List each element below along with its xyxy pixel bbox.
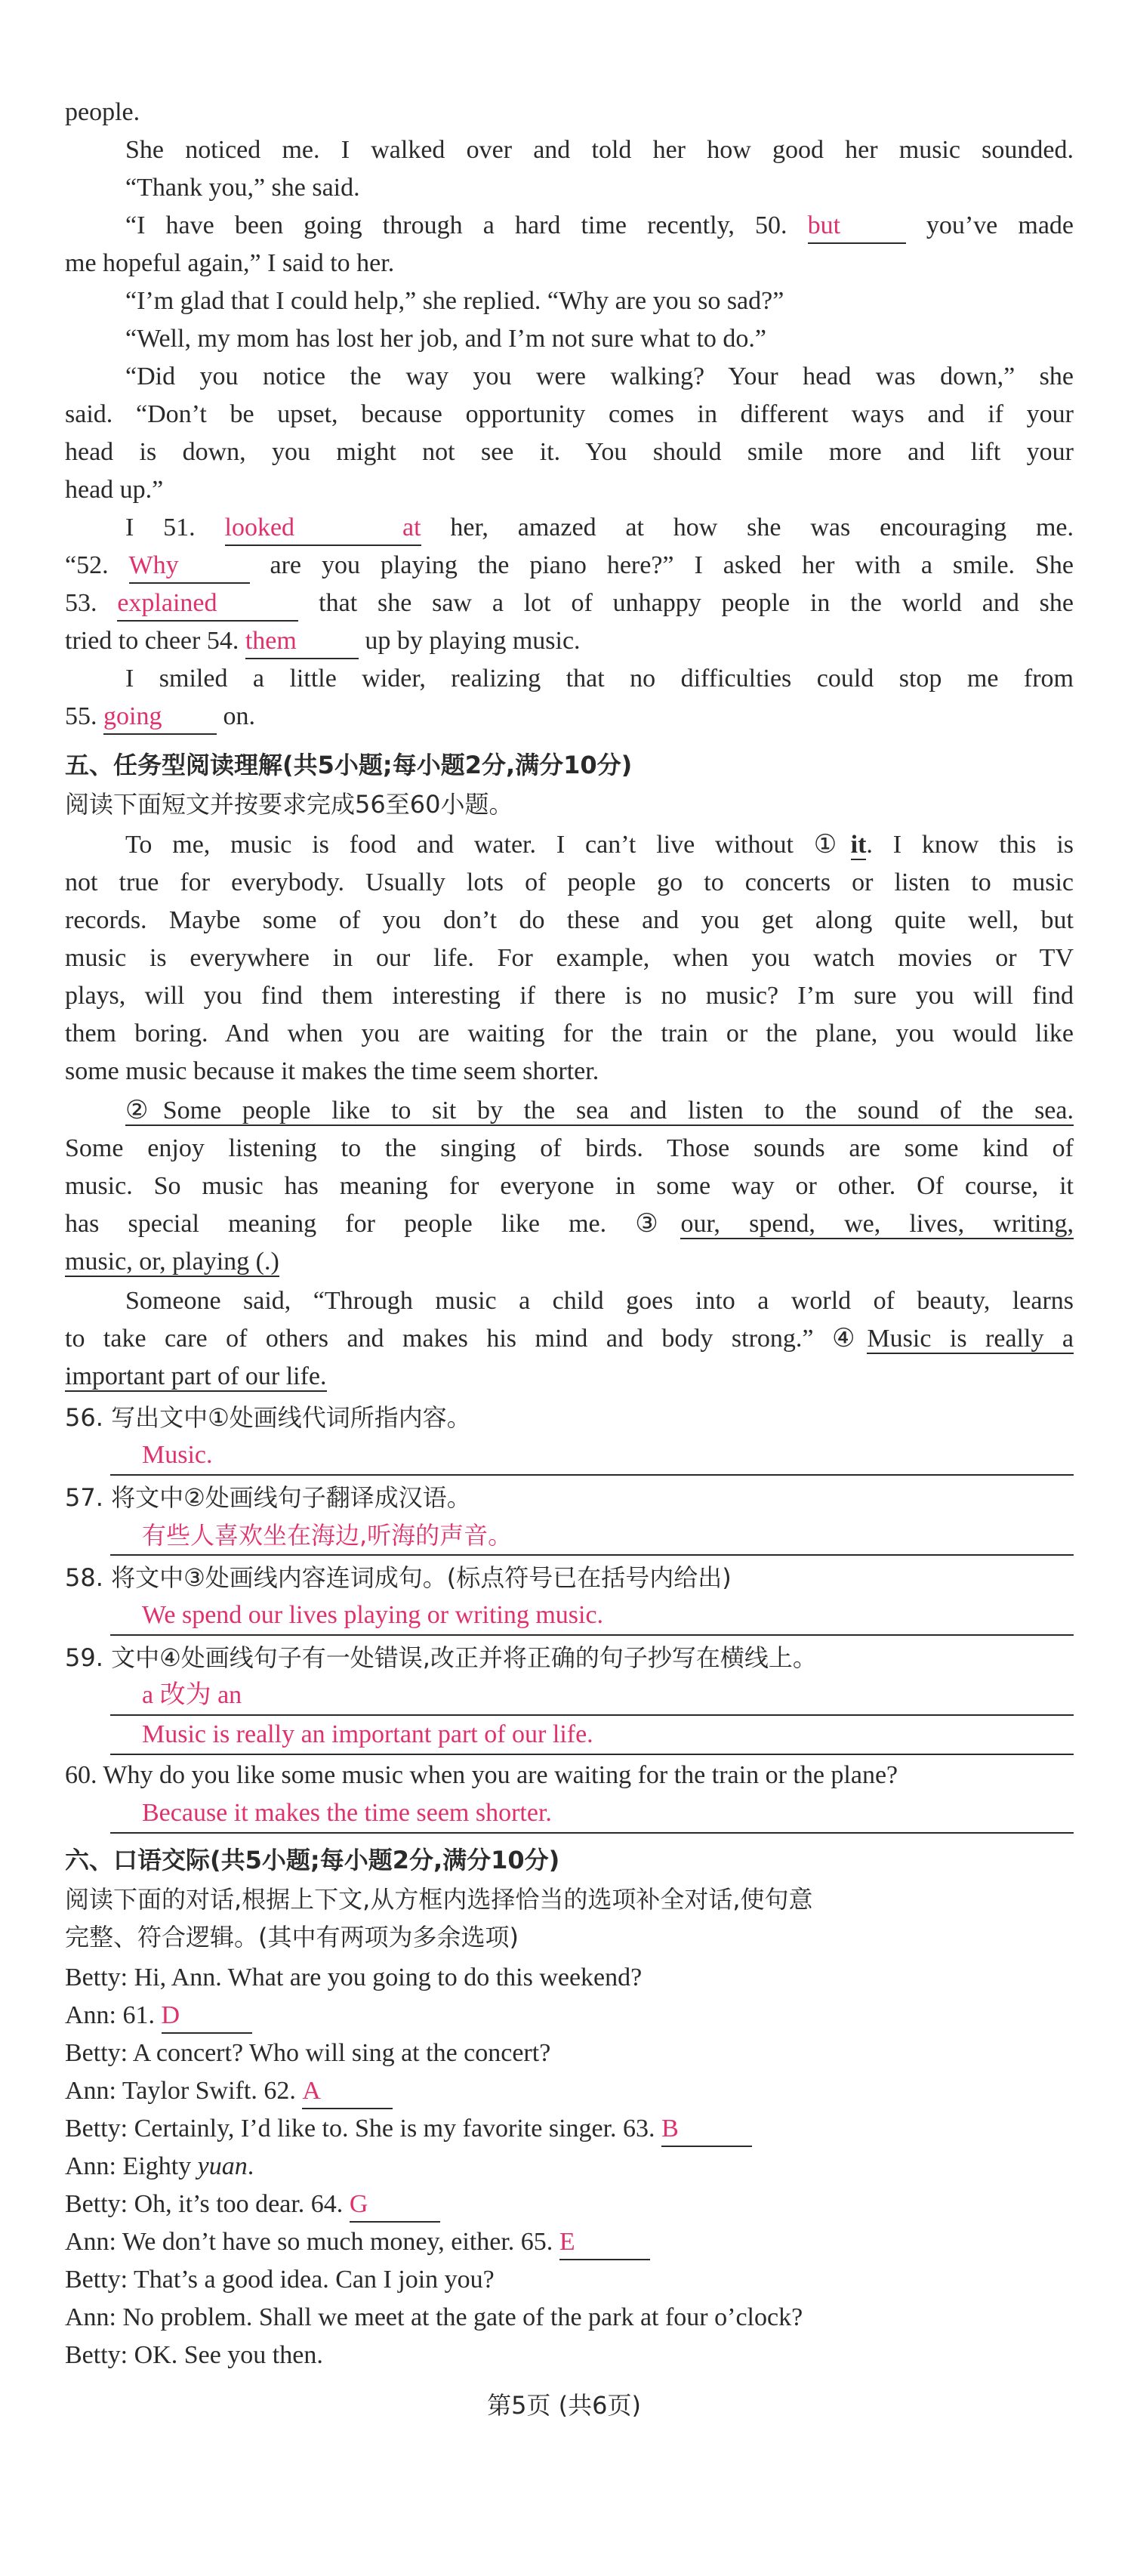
question-60: 60. Why do you like some music when you are waiting for the train or the plane?	[65, 1761, 898, 1789]
passage-line: plays, will you find them interesting if there is no music? I’m sure you will find	[65, 982, 1074, 1010]
underlined-pronoun: it	[850, 831, 867, 859]
answer-line-59b	[110, 1716, 1074, 1755]
answer-blank-64: G	[350, 2189, 440, 2223]
answer-blank-65: E	[559, 2227, 650, 2260]
story-text: on.	[223, 702, 255, 730]
answer-line-60	[110, 1794, 1074, 1834]
dialogue-line	[65, 2072, 1074, 2110]
story-line	[65, 698, 1074, 736]
story-line	[65, 547, 1074, 585]
answer-text: We spend our lives playing or writing music.	[142, 1601, 604, 1629]
underlined-words: music, or, playing (.)	[65, 1248, 279, 1276]
dialogue-line: Betty: OK. See you then.	[65, 2341, 323, 2369]
passage-line: not true for everybody. Usually lots of people go to concerts or listen to music	[65, 868, 1074, 896]
answer-line-56	[110, 1436, 1074, 1476]
section5-heading: 五、任务型阅读理解(共5小题;每小题2分,满分10分)	[65, 751, 633, 779]
answer-line-58	[110, 1597, 1074, 1636]
answer-blank-51: looked at	[225, 513, 421, 546]
dialogue-text: .	[247, 2152, 254, 2180]
story-line: said. “Don’t be upset, because opportunity comes in different ways and if your	[65, 400, 1074, 428]
underlined-sentence: important part of our life.	[65, 1362, 327, 1390]
dialogue-line: Ann: No problem. Shall we meet at the gate of the park at four o’clock?	[65, 2303, 803, 2331]
dialogue-line	[65, 2186, 1074, 2223]
answer-blank-52: Why	[129, 551, 250, 584]
section6-instruction: 完整、符合逻辑。(其中有两项为多余选项)	[65, 1923, 519, 1951]
answer-blank-55: going	[103, 702, 217, 735]
answer-text: a 改为 an	[142, 1681, 242, 1709]
passage-line	[65, 1205, 1074, 1243]
story-line	[65, 622, 1074, 660]
passage-line: music is everywhere in our life. For example, when you watch movies or TV	[65, 944, 1074, 972]
passage-line: Some enjoy listening to the singing of birds. Those sounds are some kind of	[65, 1134, 1074, 1162]
passage-line: them boring. And when you are waiting for the train or the plane, you would like	[65, 1020, 1074, 1047]
answer-line-59a	[110, 1677, 1074, 1716]
story-line: “Thank you,” she said.	[125, 174, 360, 202]
story-text: 53.	[65, 589, 97, 617]
passage-text: . I know this is	[866, 831, 1074, 859]
story-line: me hopeful again,” I said to her.	[65, 249, 395, 277]
passage-text: to take care of others and makes his mind and body strong.” ④	[65, 1325, 868, 1353]
dialogue-line	[65, 2223, 1074, 2261]
passage-line	[65, 1092, 1074, 1130]
answer-blank-62: A	[302, 2076, 393, 2109]
answer-blank-53: explained	[117, 588, 298, 622]
passage-text: To me, music is food and water. I can’t live without ①	[125, 831, 851, 859]
section6-instruction: 阅读下面的对话,根据上下文,从方框内选择恰当的选项补全对话,使句意	[65, 1885, 813, 1914]
question-59: 59. 文中④处画线句子有一处错误,改正并将正确的句子抄写在横线上。	[65, 1643, 817, 1672]
story-text: are you playing the piano here?” I asked her with a smile. She	[270, 551, 1074, 579]
story-line: “I’m glad that I could help,” she replied. “Why are you so sad?”	[125, 287, 784, 315]
dialogue-text: Ann: Eighty	[65, 2152, 198, 2180]
passage-line	[65, 1320, 1074, 1358]
story-line: people.	[65, 98, 140, 126]
answer-blank-61: D	[162, 2001, 252, 2034]
answer-text: Music is really an important part of our life.	[142, 1720, 593, 1748]
dialogue-text: Ann: 61.	[65, 2001, 155, 2029]
dialogue-text: Betty: Certainly, I’d like to. She is my favorite singer. 63.	[65, 2115, 655, 2143]
answer-blank-54: them	[245, 626, 359, 659]
dialogue-text: Ann: Taylor Swift. 62.	[65, 2077, 296, 2105]
answer-line-57	[110, 1516, 1074, 1556]
answer-blank-63: B	[661, 2114, 752, 2147]
answer-blank-50: but	[808, 211, 906, 244]
underlined-words: our, spend, we, lives, writing,	[680, 1210, 1074, 1238]
story-text: that she saw a lot of unhappy people in the world and she	[319, 589, 1074, 617]
story-line: “Did you notice the way you were walking? Your head was down,” she	[125, 362, 1074, 390]
dialogue-italic: yuan	[197, 2152, 248, 2180]
section6-heading: 六、口语交际(共5小题;每小题2分,满分10分)	[65, 1846, 560, 1874]
answer-text: 有些人喜欢坐在海边,听海的声音。	[142, 1521, 513, 1550]
story-text: I 51.	[125, 514, 196, 541]
story-text: tried to cheer 54.	[65, 627, 239, 655]
story-line: head up.”	[65, 476, 164, 504]
passage-line	[65, 826, 1074, 864]
section5-instruction: 阅读下面短文并按要求完成56至60小题。	[65, 790, 513, 819]
dialogue-line	[65, 2148, 1074, 2186]
page-footer: 第5页 (共6页)	[487, 2391, 641, 2420]
passage-line: records. Maybe some of you don’t do these and you get along quite well, but	[65, 906, 1074, 934]
passage-line	[65, 1243, 1074, 1281]
story-line: She noticed me. I walked over and told her how good her music sounded.	[125, 136, 1074, 164]
question-58: 58. 将文中③处画线内容连词成句。(标点符号已在括号内给出)	[65, 1563, 732, 1592]
story-text: you’ve made	[926, 211, 1074, 239]
dialogue-line: Betty: A concert? Who will sing at the concert?	[65, 2039, 551, 2067]
dialogue-text: Ann: We don’t have so much money, either. 65.	[65, 2228, 553, 2256]
dialogue-line	[65, 1997, 1074, 2035]
question-56: 56. 写出文中①处画线代词所指内容。	[65, 1403, 471, 1432]
story-line: I smiled a little wider, realizing that no difficulties could stop me from	[125, 665, 1074, 693]
passage-line: Someone said, “Through music a child goes into a world of beauty, learns	[125, 1287, 1074, 1315]
dialogue-line	[65, 2110, 1074, 2148]
story-text: “52.	[65, 551, 109, 579]
story-text: “I have been going through a hard time recently, 50.	[125, 211, 787, 239]
passage-line: some music because it makes the time seem shorter.	[65, 1057, 599, 1085]
answer-text: Music.	[142, 1441, 213, 1469]
story-text: her, amazed at how she was encouraging me.	[450, 514, 1074, 541]
underlined-sentence: Music is really a	[867, 1325, 1074, 1353]
dialogue-line: Betty: Hi, Ann. What are you going to do this weekend?	[65, 1964, 643, 1991]
answer-text: Because it makes the time seem shorter.	[142, 1799, 552, 1827]
underlined-sentence: ②Some people like to sit by the sea and listen to the sound of the sea.	[125, 1097, 1074, 1124]
story-line	[65, 585, 1074, 622]
passage-line	[65, 1358, 1074, 1396]
story-line: head is down, you might not see it. You should smile more and lift your	[65, 438, 1074, 466]
dialogue-text: Betty: Oh, it’s too dear. 64.	[65, 2190, 344, 2218]
question-57: 57. 将文中②处画线句子翻译成汉语。	[65, 1483, 471, 1512]
passage-line: music. So music has meaning for everyone in some way or other. Of course, it	[65, 1172, 1074, 1200]
story-text: up by playing music.	[365, 627, 581, 655]
story-line	[65, 509, 1074, 547]
story-line: “Well, my mom has lost her job, and I’m not sure what to do.”	[125, 325, 766, 353]
story-text: 55.	[65, 702, 97, 730]
dialogue-line: Betty: That’s a good idea. Can I join you?	[65, 2266, 495, 2294]
story-line	[65, 207, 1074, 245]
passage-text: has special meaning for people like me. ③	[65, 1210, 681, 1238]
